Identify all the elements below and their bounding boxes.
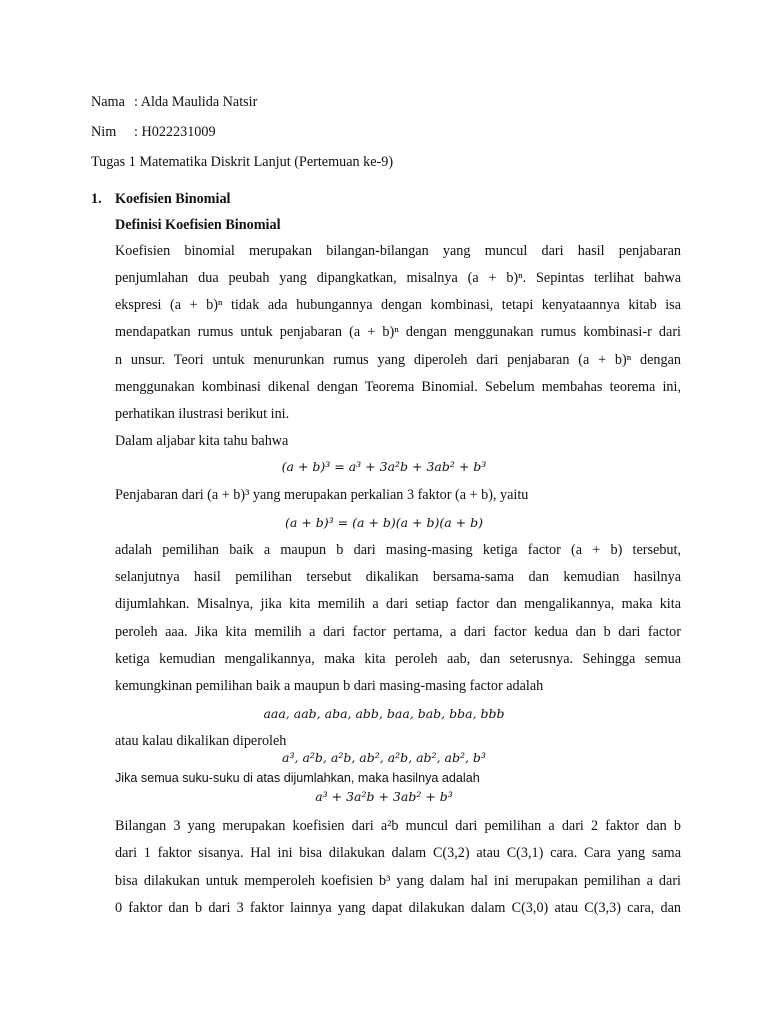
equation-1: (a + b)³ = a³ + 3a²b + 3ab² + b³ bbox=[281, 459, 487, 474]
paragraph2-line: peroleh aaa. Jika kita memilih a dari factor pertama, a dari factor kedua dan b dari factor bbox=[115, 624, 681, 640]
paragraph3-line: bisa dilakukan untuk memperoleh koefisien b³ yang dalam hal ini merupakan pemilihan a dari bbox=[115, 873, 681, 889]
equation-3: aaa, aab, aba, abb, baa, bab, bba, bbb bbox=[263, 706, 505, 721]
paragraph1-line: n unsur. Teori untuk menurunkan rumus yang diperoleh dari penjabaran (a + b)ⁿ dengan bbox=[115, 352, 681, 368]
paragraph2-line: ketiga kemudian mengalikannya, maka kita peroleh aab, dan seterusnya. Sehingga semua bbox=[115, 651, 681, 667]
nim-value: : H022231009 bbox=[134, 124, 216, 140]
penjabaran-text: Penjabaran dari (a + b)³ yang merupakan perkalian 3 faktor (a + b), yaitu bbox=[115, 487, 529, 503]
paragraph2-line: dijumlahkan. Misalnya, jika kita memilih a dari setiap factor dan mengalikannya, maka kita bbox=[115, 596, 681, 612]
paragraph1-line: menggunakan kombinasi dikenal dengan Teorema Binomial. Sebelum membahas teorema ini, bbox=[115, 379, 681, 395]
equation-4: a³, a²b, a²b, ab², a²b, ab², ab², b³ bbox=[282, 750, 486, 765]
paragraph1-line: penjumlahan dua peubah yang dipangkatkan, misalnya (a + b)ⁿ. Sepintas terlihat bahwa bbox=[115, 270, 681, 286]
paragraph2-line: selanjutnya hasil pemilihan tersebut dikalikan bersama-sama dan kemudian hasilnya bbox=[115, 569, 681, 585]
equation-2: (a + b)³ = (a + b)(a + b)(a + b) bbox=[285, 515, 483, 530]
equation-5: a³ + 3a²b + 3ab² + b³ bbox=[315, 789, 453, 804]
paragraph1-line: ekspresi (a + b)ⁿ tidak ada hubungannya dengan kombinasi, tetapi kenyataannya kitab isa bbox=[115, 297, 681, 313]
section-title: Koefisien Binomial bbox=[115, 191, 231, 207]
nim-label: Nim bbox=[91, 124, 117, 140]
task-title: Tugas 1 Matematika Diskrit Lanjut (Pertemuan ke-9) bbox=[91, 154, 394, 170]
section-number: 1. bbox=[91, 191, 102, 207]
kemungkinan-text: kemungkinan pemilihan baik a maupun b dari masing-masing factor adalah bbox=[115, 678, 544, 694]
section-subtitle: Definisi Koefisien Binomial bbox=[115, 217, 281, 233]
jika-semua-text: Jika semua suku-suku di atas dijumlahkan, maka hasilnya adalah bbox=[115, 771, 480, 785]
paragraph1-line: mendapatkan rumus untuk penjabaran (a + b)ⁿ dengan menggunakan rumus kombinasi-r dari bbox=[115, 324, 681, 340]
nama-value: : Alda Maulida Natsir bbox=[134, 94, 258, 110]
paragraph1-line: perhatikan ilustrasi berikut ini. bbox=[115, 406, 290, 422]
paragraph3-line: Bilangan 3 yang merupakan koefisien dari a²b muncul dari pemilihan a dari 2 faktor dan b bbox=[115, 818, 681, 834]
paragraph3-line: dari 1 faktor sisanya. Hal ini bisa dilakukan dalam C(3,2) atau C(3,1) cara. Cara yang sama bbox=[115, 845, 681, 861]
dikalikan-text: atau kalau dikalikan diperoleh bbox=[115, 733, 287, 749]
paragraph2-line: adalah pemilihan baik a maupun b dari masing-masing ketiga factor (a + b) tersebut, bbox=[115, 542, 681, 558]
nama-label: Nama bbox=[91, 94, 125, 110]
paragraph3-line: 0 faktor dan b dari 3 faktor lainnya yang dapat dilakukan dalam C(3,0) atau C(3,3) cara, dan bbox=[115, 900, 681, 916]
paragraph1-line: Koefisien binomial merupakan bilangan-bilangan yang muncul dari hasil penjabaran bbox=[115, 243, 681, 259]
algebra-intro: Dalam aljabar kita tahu bahwa bbox=[115, 433, 289, 449]
